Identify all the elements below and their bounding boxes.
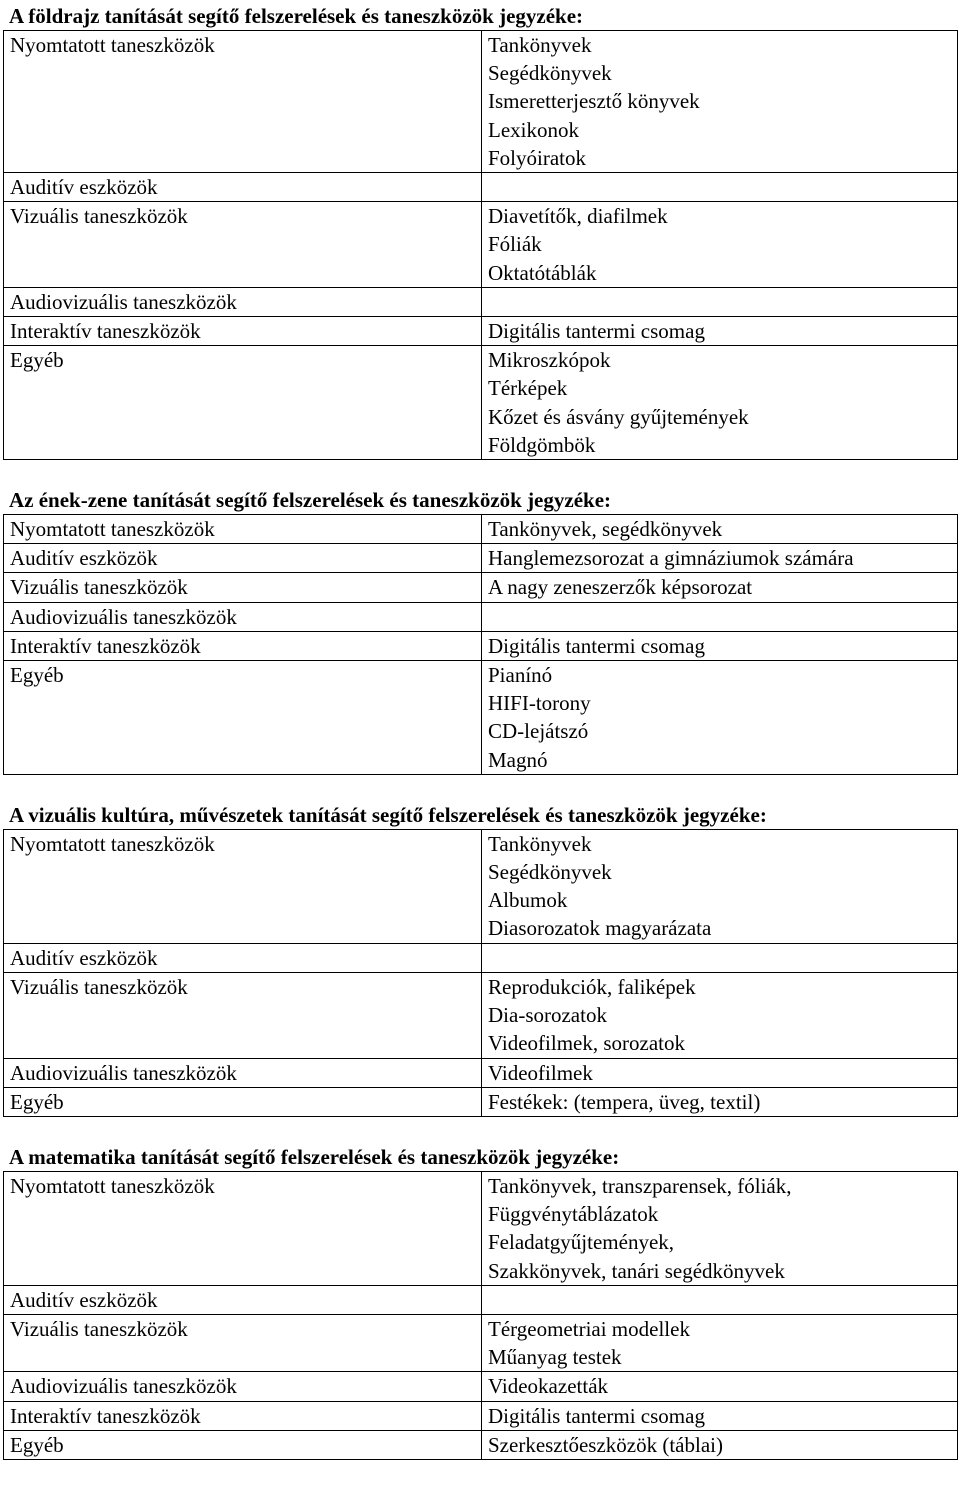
table-row <box>4 972 958 1058</box>
table-row <box>4 1430 958 1459</box>
equipment-table <box>3 30 958 460</box>
category-cell <box>4 1058 482 1087</box>
item-text: Fóliák <box>488 232 542 257</box>
category-label: Interaktív taneszközök <box>10 1403 201 1428</box>
category-cell <box>4 1372 482 1401</box>
item-text: Szerkesztőeszközök (táblai) <box>488 1432 723 1457</box>
items-cell <box>482 202 958 288</box>
section-title: A földrajz tanítását segítő felszerelések és taneszközök jegyzéke: <box>9 4 584 28</box>
item-text: Digitális tantermi csomag <box>488 633 705 658</box>
table-row <box>4 1372 958 1401</box>
item-text: Földgömbök <box>488 432 596 457</box>
item-text <box>488 603 951 631</box>
category-label: Egyéb <box>10 1432 64 1457</box>
item-text: Dia-sorozatok <box>488 1003 607 1028</box>
items-cell <box>482 631 958 660</box>
category-cell <box>4 31 482 173</box>
category-label: Interaktív taneszközök <box>10 319 201 344</box>
item-text: Tankönyvek <box>488 831 592 856</box>
items-cell <box>482 317 958 346</box>
category-cell <box>4 1171 482 1285</box>
item-text: Térképek <box>488 376 568 401</box>
item-text: Függvénytáblázatok <box>488 1202 659 1227</box>
items-cell <box>482 515 958 544</box>
category-label: Audiovizuális taneszközök <box>10 289 237 314</box>
category-label: Nyomtatott taneszközök <box>10 1173 215 1198</box>
item-text: Albumok <box>488 888 568 913</box>
category-cell <box>4 287 482 316</box>
category-cell <box>4 829 482 943</box>
items-cell <box>482 1058 958 1087</box>
table-row <box>4 31 958 173</box>
table-row <box>4 1171 958 1285</box>
category-cell <box>4 1401 482 1430</box>
table-row <box>4 1401 958 1430</box>
category-label: Auditív eszközök <box>10 1287 158 1312</box>
item-text: Kőzet és ásvány gyűjtemények <box>488 404 749 429</box>
item-text: Diavetítők, diafilmek <box>488 204 668 229</box>
category-cell <box>4 972 482 1058</box>
category-cell <box>4 1285 482 1314</box>
item-text: Műanyag testek <box>488 1345 622 1370</box>
table-row <box>4 1314 958 1371</box>
item-text: A nagy zeneszerzők képsorozat <box>488 575 753 600</box>
table-row <box>4 943 958 972</box>
category-label: Audiovizuális taneszközök <box>10 1374 237 1399</box>
table-row <box>4 1285 958 1314</box>
item-text: Digitális tantermi csomag <box>488 1403 705 1428</box>
item-text <box>488 1286 951 1314</box>
items-cell <box>482 1372 958 1401</box>
item-text <box>488 173 951 201</box>
table-row <box>4 173 958 202</box>
item-text <box>488 288 951 316</box>
item-text: Tankönyvek, segédkönyvek <box>488 517 723 542</box>
items-cell <box>482 1171 958 1285</box>
table-row <box>4 544 958 573</box>
table-row <box>4 202 958 288</box>
category-cell <box>4 544 482 573</box>
items-cell <box>482 346 958 460</box>
item-text: CD-lejátszó <box>488 719 589 744</box>
category-label: Auditív eszközök <box>10 945 158 970</box>
table-row <box>4 573 958 602</box>
items-cell <box>482 1430 958 1459</box>
items-cell <box>482 1285 958 1314</box>
item-text: Festékek: (tempera, üveg, textil) <box>488 1089 761 1114</box>
item-text: Feladatgyűjtemények, <box>488 1230 675 1255</box>
item-text: Videofilmek, sorozatok <box>488 1031 686 1056</box>
category-cell <box>4 1430 482 1459</box>
item-text: Diasorozatok magyarázata <box>488 916 712 941</box>
items-cell <box>482 1314 958 1371</box>
category-label: Egyéb <box>10 348 64 373</box>
category-label: Nyomtatott taneszközök <box>10 831 215 856</box>
item-text: Tankönyvek, transzparensek, fóliák, <box>488 1173 792 1198</box>
items-cell <box>482 287 958 316</box>
category-cell <box>4 202 482 288</box>
category-cell <box>4 661 482 775</box>
category-cell <box>4 515 482 544</box>
table-row <box>4 829 958 943</box>
item-text: Mikroszkópok <box>488 348 611 373</box>
category-cell <box>4 943 482 972</box>
category-label: Egyéb <box>10 663 64 688</box>
item-text: Szakkönyvek, tanári segédkönyvek <box>488 1258 785 1283</box>
document <box>3 2 958 1486</box>
item-text: Videokazetták <box>488 1374 609 1399</box>
category-label: Egyéb <box>10 1089 64 1114</box>
item-text: Reprodukciók, faliképek <box>488 974 696 999</box>
items-cell <box>482 31 958 173</box>
item-text: Segédkönyvek <box>488 61 612 86</box>
category-label: Vizuális taneszközök <box>10 974 188 999</box>
category-label: Auditív eszközök <box>10 546 158 571</box>
item-text: Tankönyvek <box>488 33 592 57</box>
item-text: Folyóiratok <box>488 145 586 170</box>
item-text: Lexikonok <box>488 117 579 142</box>
category-cell <box>4 573 482 602</box>
equipment-table <box>3 829 958 1117</box>
table-row <box>4 1058 958 1087</box>
category-cell <box>4 1087 482 1116</box>
table-row <box>4 317 958 346</box>
category-label: Audiovizuális taneszközök <box>10 1060 237 1085</box>
items-cell <box>482 573 958 602</box>
table-row <box>4 602 958 631</box>
items-cell <box>482 544 958 573</box>
items-cell <box>482 943 958 972</box>
table-row <box>4 515 958 544</box>
item-text: Oktatótáblák <box>488 260 597 285</box>
category-cell <box>4 631 482 660</box>
category-label: Interaktív taneszközök <box>10 633 201 658</box>
category-label: Vizuális taneszközök <box>10 204 188 229</box>
items-cell <box>482 661 958 775</box>
category-cell <box>4 317 482 346</box>
category-label: Nyomtatott taneszközök <box>10 33 215 57</box>
category-cell <box>4 1314 482 1371</box>
category-label: Auditív eszközök <box>10 175 158 200</box>
item-text: Pianínó <box>488 663 553 688</box>
item-text: Videofilmek <box>488 1060 593 1085</box>
category-label: Vizuális taneszközök <box>10 1316 188 1341</box>
category-cell <box>4 602 482 631</box>
table-row <box>4 1087 958 1116</box>
table-row <box>4 287 958 316</box>
items-cell <box>482 602 958 631</box>
item-text: Magnó <box>488 747 548 772</box>
items-cell <box>482 972 958 1058</box>
table-row <box>4 631 958 660</box>
item-text: HIFI-torony <box>488 691 591 716</box>
table-row <box>4 661 958 775</box>
item-text: Digitális tantermi csomag <box>488 319 705 344</box>
item-text: Segédkönyvek <box>488 860 612 885</box>
category-label: Audiovizuális taneszközök <box>10 604 237 629</box>
equipment-table <box>3 1171 958 1460</box>
category-label: Nyomtatott taneszközök <box>10 517 215 542</box>
equipment-table <box>3 514 958 775</box>
item-text: Térgeometriai modellek <box>488 1316 690 1341</box>
items-cell <box>482 173 958 202</box>
items-cell <box>482 1087 958 1116</box>
category-label: Vizuális taneszközök <box>10 575 188 600</box>
section-title: A matematika tanítását segítő felszerelések és taneszközök jegyzéke: <box>9 1144 620 1169</box>
section-title: Az ének-zene tanítását segítő felszerelések és taneszközök jegyzéke: <box>9 488 612 513</box>
section-title: A vizuális kultúra, művészetek tanítását segítő felszerelések és taneszközök jegyzéke: <box>9 802 767 827</box>
category-cell <box>4 346 482 460</box>
item-text: Hanglemezsorozat a gimnáziumok számára <box>488 546 854 571</box>
items-cell <box>482 1401 958 1430</box>
item-text <box>488 944 951 972</box>
category-cell <box>4 173 482 202</box>
item-text: Ismeretterjesztő könyvek <box>488 89 700 114</box>
items-cell <box>482 829 958 943</box>
table-row <box>4 346 958 460</box>
